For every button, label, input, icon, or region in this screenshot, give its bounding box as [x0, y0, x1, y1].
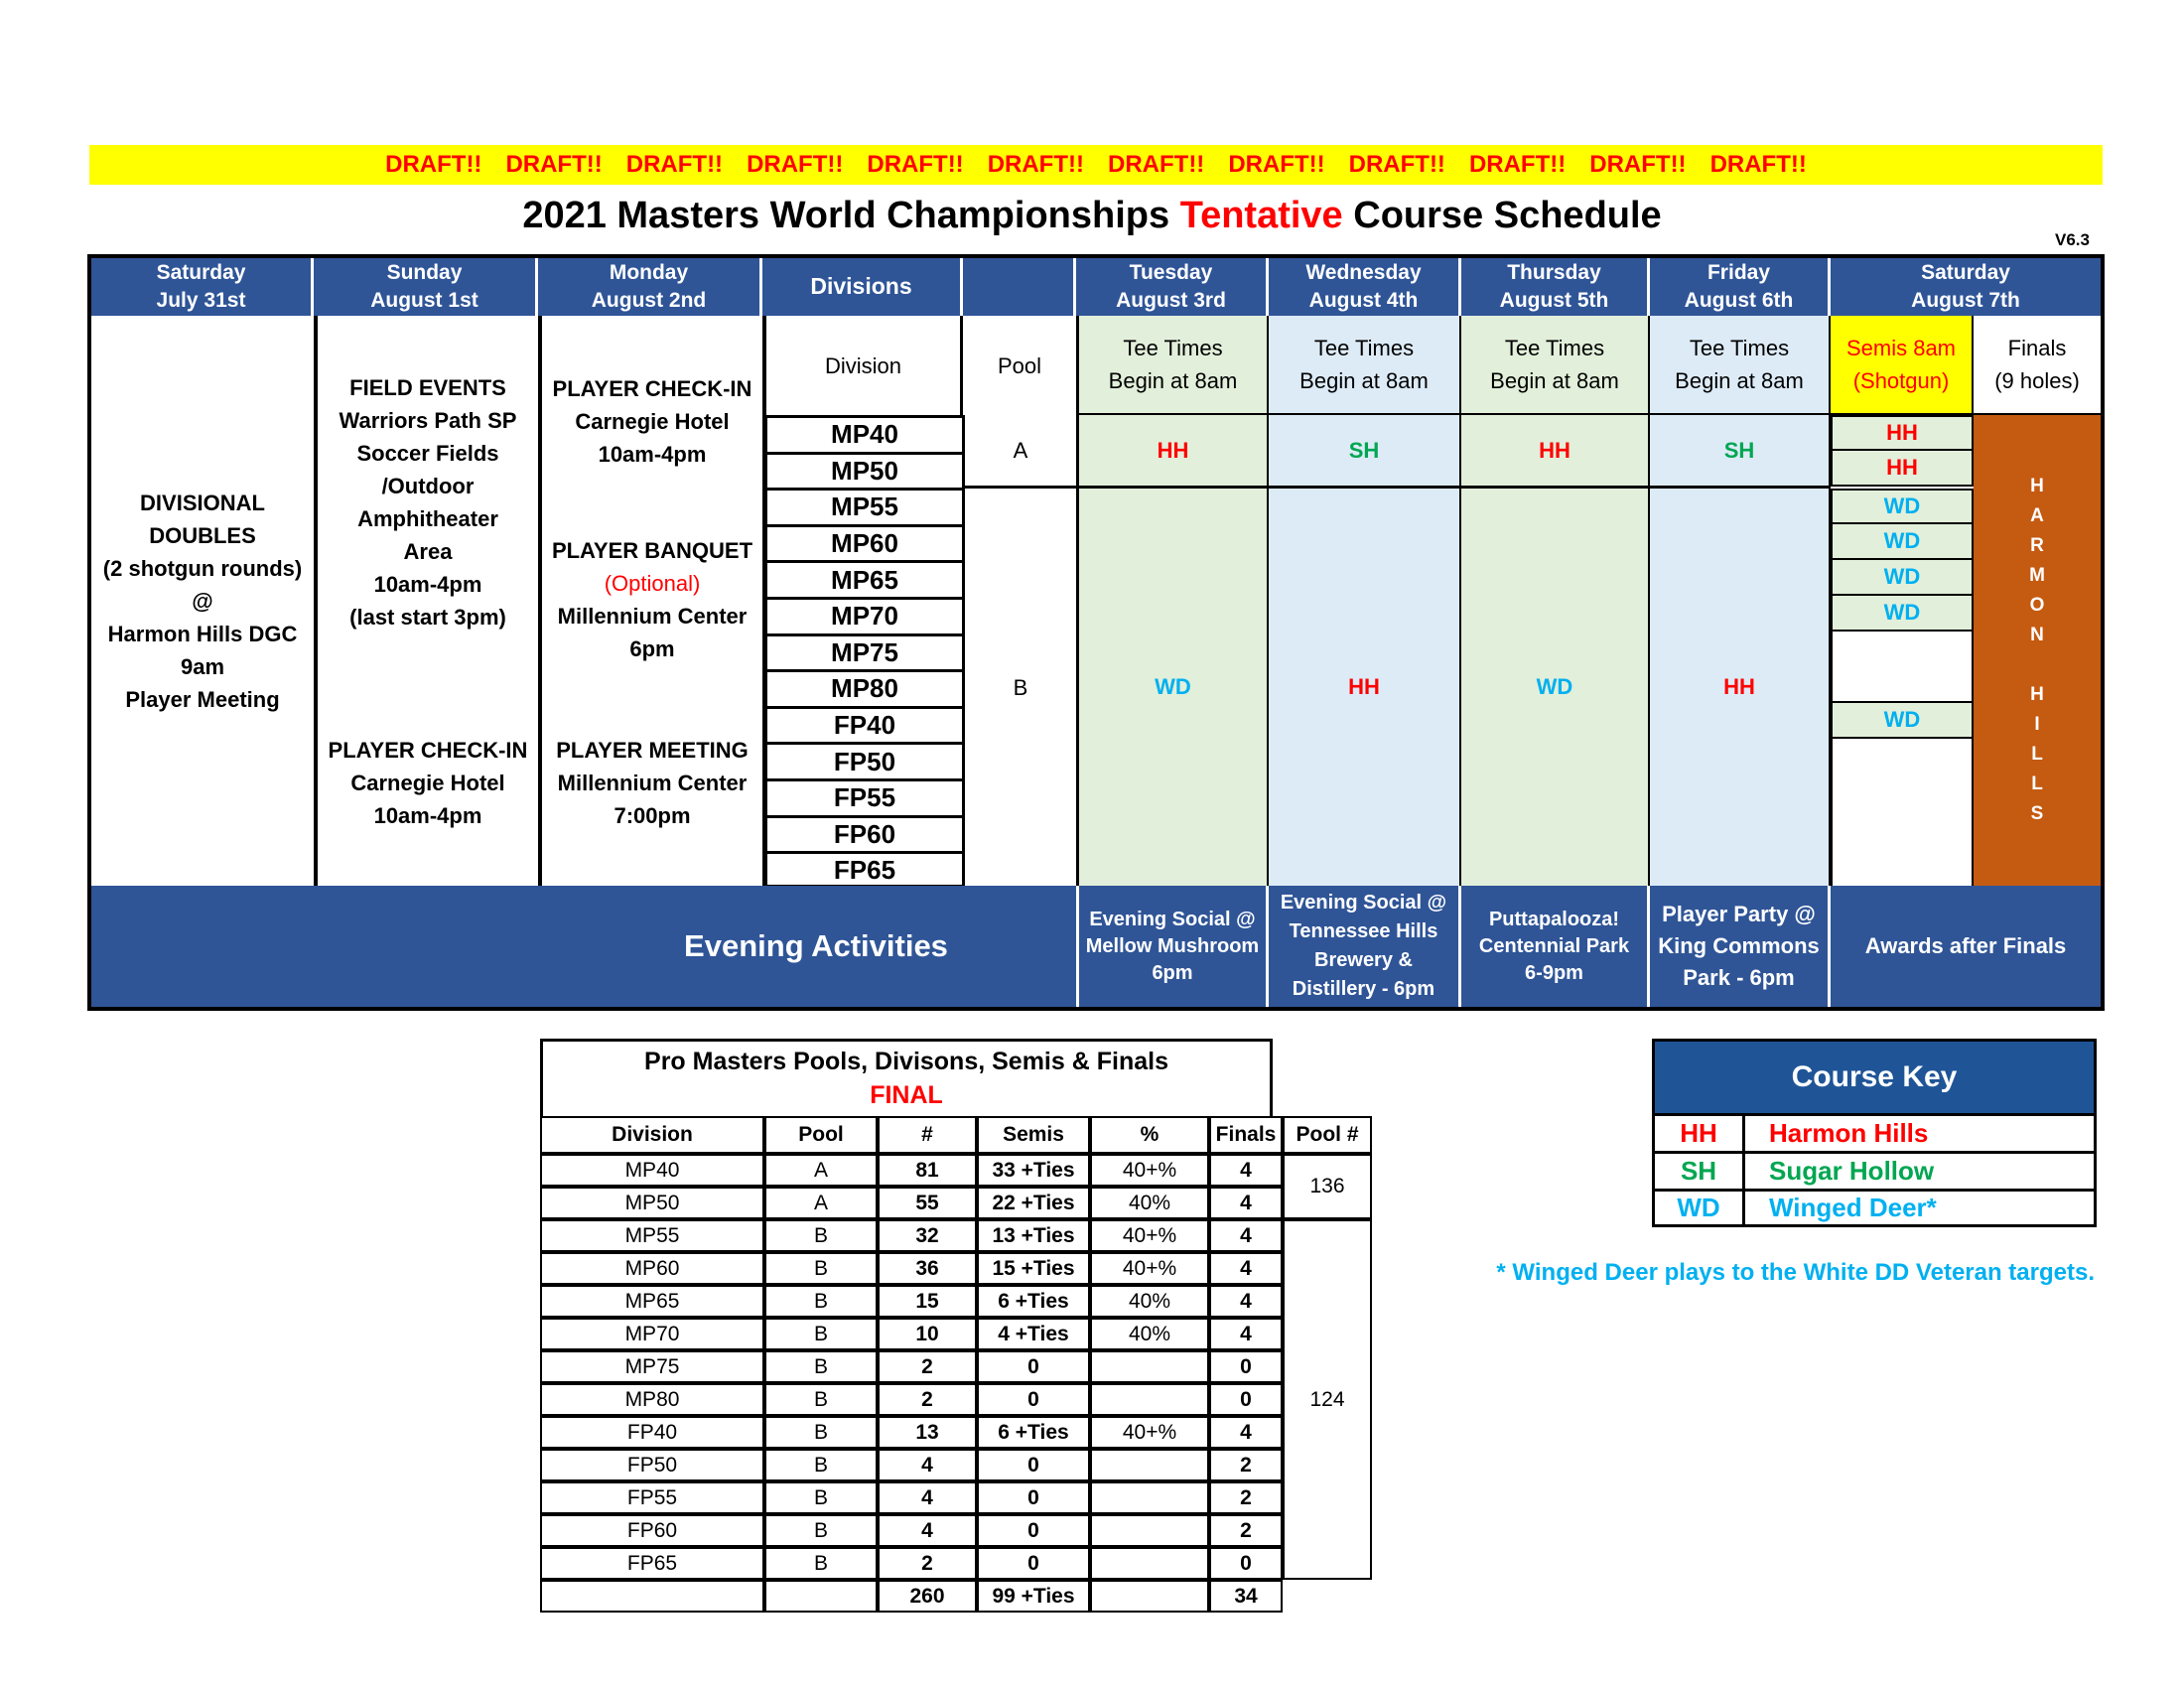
table-cell: B	[764, 1252, 878, 1285]
header-thu5: Thursday August 5th	[1461, 258, 1650, 316]
header-sat7: Saturday August 7th	[1831, 258, 2101, 316]
table-cell: 40%	[1090, 1285, 1209, 1318]
draft-banner	[89, 145, 2103, 185]
course-key-note: * Winged Deer plays to the White DD Veteran targets.	[1496, 1259, 2095, 1286]
table-cell: 33 +Ties	[977, 1154, 1090, 1187]
table-cell: FP50	[540, 1449, 764, 1481]
table-cell: 4	[1209, 1285, 1283, 1318]
table-cell: 2	[878, 1350, 977, 1383]
table-total-cell	[540, 1580, 764, 1613]
subheader-finals: Finals (9 holes)	[1974, 316, 2101, 415]
evening-activities-label: Evening Activities	[684, 928, 948, 963]
course-code: HH	[1655, 1116, 1745, 1151]
table-cell: 0	[977, 1449, 1090, 1481]
table-cell: 15 +Ties	[977, 1252, 1090, 1285]
mon2-banquet: PLAYER BANQUET (Optional) Millennium Center 6pm	[551, 538, 753, 661]
table-cell: 4	[1209, 1252, 1283, 1285]
table-cell: 40+%	[1090, 1416, 1209, 1449]
table-total-cell	[1090, 1580, 1209, 1613]
table-cell: FP55	[540, 1481, 764, 1514]
table-cell: 32	[878, 1219, 977, 1252]
table-header: Pool	[764, 1116, 878, 1154]
table-cell: 4	[878, 1514, 977, 1547]
course-name: Harmon Hills	[1769, 1118, 1929, 1148]
header-mon2: Monday August 2nd	[538, 258, 762, 316]
subheader-pool: Pool	[997, 352, 1042, 378]
pools-status: FINAL	[870, 1080, 943, 1109]
table-cell: 0	[1209, 1547, 1283, 1580]
table-header: Semis	[977, 1116, 1090, 1154]
table-cell: 40%	[1090, 1318, 1209, 1350]
draft-label: DRAFT!!	[1108, 151, 1205, 178]
table-cell: 81	[878, 1154, 977, 1187]
mon2-checkin: PLAYER CHECK-IN Carnegie Hotel 10am-4pm	[552, 375, 752, 467]
course-code: SH	[1655, 1154, 1745, 1189]
evening-thu: Puttapalooza! Centennial Park 6-9pm	[1461, 886, 1650, 1007]
course-cell: SH	[1650, 415, 1831, 489]
draft-label: DRAFT!!	[505, 151, 603, 178]
table-cell: 6 +Ties	[977, 1285, 1090, 1318]
course-cell: HH	[1650, 489, 1831, 886]
table-cell: 2	[878, 1383, 977, 1416]
version-label: V6.3	[2055, 230, 2090, 249]
table-cell: B	[764, 1219, 878, 1252]
table-cell: B	[764, 1383, 878, 1416]
table-cell	[1090, 1547, 1209, 1580]
header-pool-blank	[963, 258, 1076, 316]
division-list	[764, 415, 965, 888]
table-cell: B	[764, 1350, 878, 1383]
semis-cell: HH	[1831, 415, 1974, 451]
course-cell: SH	[1269, 415, 1461, 489]
table-cell: MP75	[540, 1350, 764, 1383]
table-cell: 40+%	[1090, 1252, 1209, 1285]
table-cell: MP50	[540, 1187, 764, 1219]
pool-total-a: 136	[1283, 1154, 1372, 1219]
draft-label: DRAFT!!	[385, 151, 482, 178]
optional-label: (Optional)	[604, 571, 701, 596]
pool-total-b: 124	[1283, 1219, 1372, 1580]
course-cell: HH	[1269, 489, 1461, 886]
semis-cell: WD	[1831, 524, 1974, 560]
division-cell: MP50	[767, 455, 962, 492]
header-sat31: Saturday July 31st	[91, 258, 314, 316]
table-cell	[1090, 1481, 1209, 1514]
evening-tue: Evening Social @ Mellow Mushroom 6pm	[1076, 886, 1269, 1007]
table-header: #	[878, 1116, 977, 1154]
table-cell: A	[764, 1187, 878, 1219]
pool-b: B	[1013, 674, 1028, 700]
table-header: Finals	[1209, 1116, 1283, 1154]
table-cell: 40%	[1090, 1187, 1209, 1219]
table-cell: 0	[1209, 1383, 1283, 1416]
division-cell: FP55	[767, 781, 962, 818]
header-sun1: Sunday August 1st	[314, 258, 538, 316]
table-cell: 4	[1209, 1154, 1283, 1187]
table-header: %	[1090, 1116, 1209, 1154]
table-cell: 4	[1209, 1318, 1283, 1350]
draft-label: DRAFT!!	[1709, 151, 1807, 178]
table-cell: 4 +Ties	[977, 1318, 1090, 1350]
division-cell: MP60	[767, 527, 962, 564]
evening-wed: Evening Social @ Tennessee Hills Brewery & Distillery - 6pm	[1269, 886, 1461, 1007]
sun1-checkin: PLAYER CHECK-IN Carnegie Hotel 10am-4pm	[328, 737, 528, 828]
table-total-cell: 260	[878, 1580, 977, 1613]
table-cell: A	[764, 1154, 878, 1187]
draft-label: DRAFT!!	[987, 151, 1084, 178]
subheader-tee-thu: Tee Times Begin at 8am	[1461, 316, 1650, 415]
semis-cell: WD	[1831, 489, 1974, 524]
table-header: Division	[540, 1116, 764, 1154]
course-key-row	[1652, 1154, 2097, 1192]
evening-fri: Player Party @ King Commons Park - 6pm	[1650, 886, 1831, 1007]
table-cell: FP40	[540, 1416, 764, 1449]
division-cell: MP70	[767, 600, 962, 636]
division-cell: MP65	[767, 563, 962, 600]
evening-sat: Awards after Finals	[1831, 886, 2101, 1007]
table-cell: MP80	[540, 1383, 764, 1416]
table-cell: 2	[1209, 1514, 1283, 1547]
table-header: Pool #	[1283, 1116, 1372, 1154]
table-cell: B	[764, 1547, 878, 1580]
finals-course: H A R M O N H I L L S	[1974, 415, 2101, 886]
table-cell: 13	[878, 1416, 977, 1449]
course-cell: WD	[1461, 489, 1650, 886]
table-cell: 2	[1209, 1481, 1283, 1514]
table-cell: B	[764, 1449, 878, 1481]
table-cell: 4	[878, 1481, 977, 1514]
draft-label: DRAFT!!	[1468, 151, 1567, 178]
table-cell: 36	[878, 1252, 977, 1285]
table-cell: MP60	[540, 1252, 764, 1285]
pool-a: A	[965, 415, 1076, 489]
semis-empty	[1831, 632, 1974, 703]
table-cell: FP65	[540, 1547, 764, 1580]
table-cell: 4	[1209, 1187, 1283, 1219]
semis-empty	[1831, 739, 1974, 886]
table-cell: 0	[977, 1514, 1090, 1547]
division-cell: MP75	[767, 636, 962, 673]
course-code: WD	[1655, 1192, 1745, 1224]
table-cell: 2	[1209, 1449, 1283, 1481]
course-key-row	[1652, 1116, 2097, 1154]
division-cell: FP65	[833, 855, 896, 886]
division-cell: MP80	[767, 672, 962, 709]
table-cell: 6 +Ties	[977, 1416, 1090, 1449]
table-cell: MP65	[540, 1285, 764, 1318]
semis-cell: WD	[1831, 596, 1974, 632]
page-title: 2021 Masters World Championships Tentative Course Schedule	[522, 195, 1662, 236]
table-cell	[1090, 1514, 1209, 1547]
draft-label: DRAFT!!	[1589, 151, 1687, 178]
draft-label: DRAFT!!	[867, 151, 964, 178]
division-cell: FP50	[767, 745, 962, 781]
division-cell: FP60	[767, 818, 962, 855]
table-cell	[1090, 1383, 1209, 1416]
subheader-tee-fri: Tee Times Begin at 8am	[1650, 316, 1831, 415]
table-cell: 40+%	[1090, 1154, 1209, 1187]
table-cell: FP60	[540, 1514, 764, 1547]
table-cell: 4	[878, 1449, 977, 1481]
table-cell: 22 +Ties	[977, 1187, 1090, 1219]
table-cell: 0	[977, 1547, 1090, 1580]
table-cell: MP40	[540, 1154, 764, 1187]
subheader-semis: Semis 8am (Shotgun)	[1831, 316, 1974, 415]
table-cell: 0	[977, 1350, 1090, 1383]
sun1-field-events: FIELD EVENTS Warriors Path SP Soccer Fields /Outdoor Amphitheater Area 10am-4pm (last start 3pm)	[339, 375, 517, 630]
draft-label: DRAFT!!	[1348, 151, 1445, 178]
table-cell: MP55	[540, 1219, 764, 1252]
course-name: Sugar Hollow	[1769, 1156, 1935, 1186]
division-cell: MP55	[767, 491, 962, 527]
division-cell: FP40	[767, 709, 962, 746]
pools-table-title: Pro Masters Pools, Divisons, Semis & Finals FINAL	[540, 1039, 1273, 1116]
subheader-division: Division	[766, 316, 963, 415]
draft-label: DRAFT!!	[625, 151, 724, 178]
semis-cell: WD	[1831, 560, 1974, 596]
table-cell: 40+%	[1090, 1219, 1209, 1252]
table-cell: 55	[878, 1187, 977, 1219]
table-cell: 2	[878, 1547, 977, 1580]
table-cell: 4	[1209, 1219, 1283, 1252]
table-cell: 0	[1209, 1350, 1283, 1383]
semis-cell: HH	[1831, 451, 1974, 487]
table-total-cell: 34	[1209, 1580, 1283, 1613]
table-cell	[1090, 1449, 1209, 1481]
table-cell: 0	[977, 1383, 1090, 1416]
course-cell: HH	[1461, 415, 1650, 489]
draft-label: DRAFT!!	[747, 151, 844, 178]
mon2-meeting: PLAYER MEETING Millennium Center 7:00pm	[556, 737, 749, 828]
table-cell: B	[764, 1416, 878, 1449]
title-tentative: Tentative	[1179, 195, 1343, 236]
sat31-events: DIVISIONAL DOUBLES (2 shotgun rounds) @ Harmon Hills DGC 9am Player Meeting	[102, 490, 303, 712]
table-cell	[1090, 1350, 1209, 1383]
table-cell: 10	[878, 1318, 977, 1350]
course-cell: WD	[1079, 489, 1269, 886]
header-divisions: Divisions	[762, 258, 963, 316]
table-cell: MP70	[540, 1318, 764, 1350]
table-cell: B	[764, 1514, 878, 1547]
division-cell: MP40	[767, 418, 962, 455]
table-total-cell	[764, 1580, 878, 1613]
table-cell: B	[764, 1481, 878, 1514]
table-cell: 15	[878, 1285, 977, 1318]
table-total-cell: 99 +Ties	[977, 1580, 1090, 1613]
subheader-tee-wed: Tee Times Begin at 8am	[1269, 316, 1461, 415]
course-key-title: Course Key	[1652, 1039, 2097, 1116]
course-key-row	[1652, 1192, 2097, 1227]
pools-table	[540, 1116, 1372, 1613]
subheader-tee-tue: Tee Times Begin at 8am	[1079, 316, 1269, 415]
table-cell: 0	[977, 1481, 1090, 1514]
header-fri6: Friday August 6th	[1650, 258, 1831, 316]
table-cell: B	[764, 1318, 878, 1350]
table-cell: 4	[1209, 1416, 1283, 1449]
table-cell: 13 +Ties	[977, 1219, 1090, 1252]
table-cell: B	[764, 1285, 878, 1318]
header-wed4: Wednesday August 4th	[1269, 258, 1461, 316]
course-cell: HH	[1079, 415, 1269, 489]
semis-cell: WD	[1831, 703, 1974, 739]
course-name: Winged Deer*	[1769, 1193, 1937, 1222]
draft-label: DRAFT!!	[1228, 151, 1325, 178]
header-tue3: Tuesday August 3rd	[1076, 258, 1269, 316]
